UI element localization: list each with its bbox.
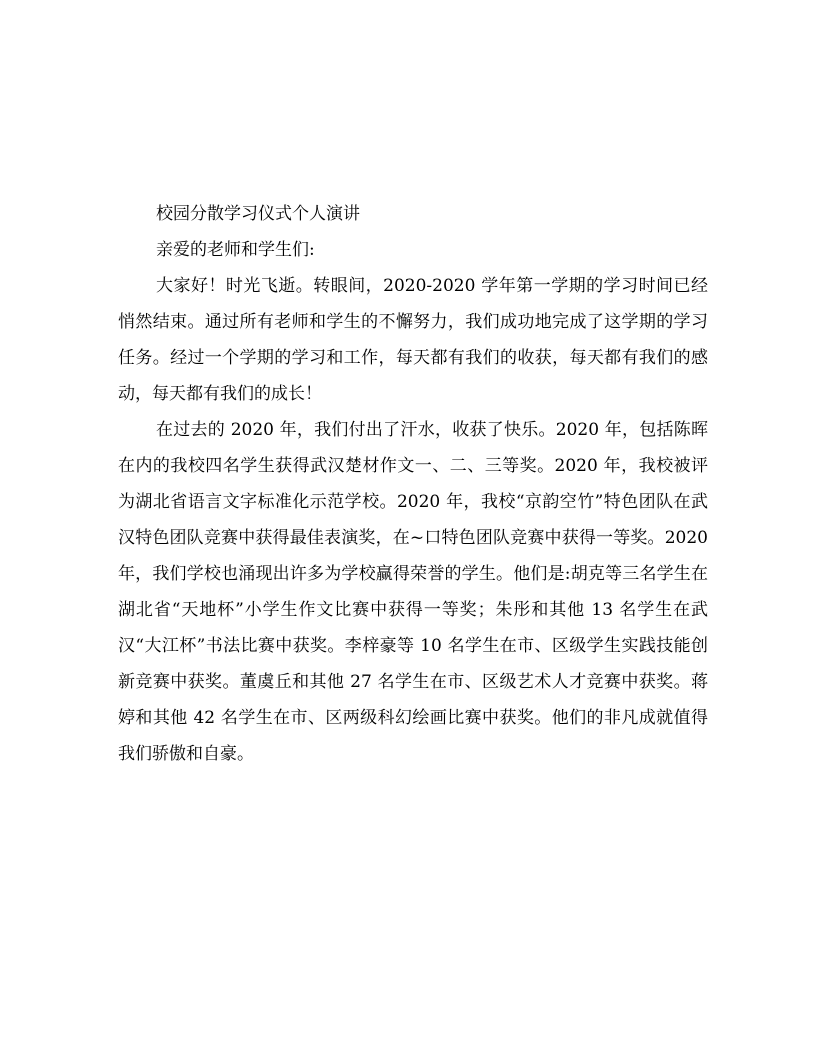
document-title: 校园分散学习仪式个人演讲 (156, 204, 360, 224)
paragraph-2: 在过去的 2020 年，我们付出了汗水，收获了快乐。2020 年，包括陈晖在内的我校四名学生获得武汉楚材作文一、二、三等奖。2020 年，我校被评为湖北省语言文字标准化示范学校。2020 年，我校“京韵空竹”特色团队在武汉特色团队竞赛中获得最佳表演奖，在~口特色团队竞赛中获得一等奖。2020 年，我们学校也涌现出许多为学校赢得荣誉的学生。他们是:胡克等三名学生在湖北省“天地杯”小学生作文比赛中获得一等奖；朱彤和其他 13 名学生在武汉“大江杯”书法比赛中获奖。李梓豪等 10 名学生在市、区级学生实践技能创新竞赛中获奖。董虞丘和其他 27 名学生在市、区级艺术人才竞赛中获奖。蒋婷和其他 42 名学生在市、区两级科幻绘画比赛中获奖。他们的非凡成就值得我们骄傲和自豪。 (118, 420, 708, 764)
document-body (118, 196, 708, 772)
greeting: 亲爱的老师和学生们: (156, 240, 315, 260)
paragraph-1: 大家好！时光飞逝。转眼间，2020-2020 学年第一学期的学习时间已经悄然结束。通过所有老师和学生的不懈努力，我们成功地完成了这学期的学习任务。经过一个学期的学习和工作，每天都有我们的收获，每天都有我们的感动，每天都有我们的成长！ (118, 276, 708, 404)
